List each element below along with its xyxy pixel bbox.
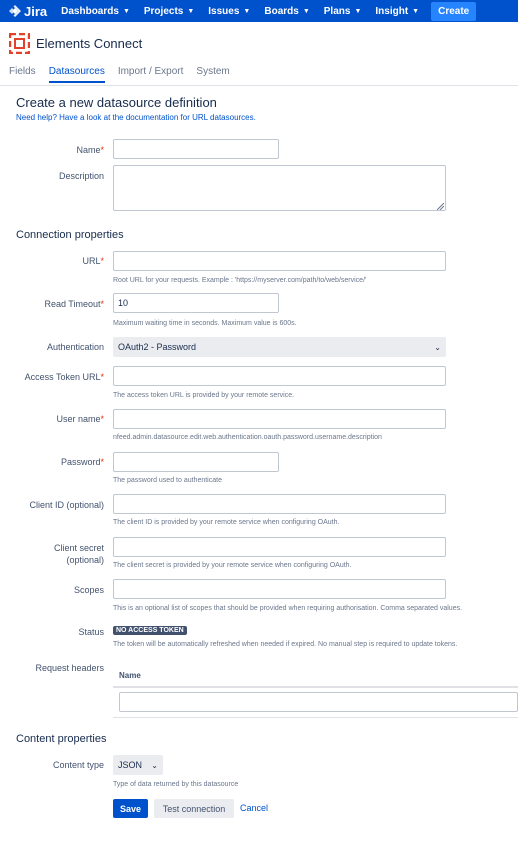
password-hint: The password used to authenticate [113,477,222,484]
url-input[interactable] [113,251,446,271]
chevron-down-icon: ▼ [302,7,310,15]
client-secret-label [54,542,104,566]
password-label: Password* [60,457,104,467]
chevron-down-icon: ▼ [122,7,130,15]
request-headers-table [113,664,518,718]
content-type-hint: Type of data returned by this datasource [113,781,239,788]
cancel-link[interactable]: Cancel [240,803,269,813]
required-marker: * [100,414,104,424]
app-header [9,33,142,54]
jira-logo-text: Jira [24,3,48,19]
client-id-input[interactable] [113,494,446,514]
description-textarea[interactable] [113,165,446,211]
tab-import-export[interactable]: Import / Export [117,66,184,77]
create-button[interactable]: Create [431,2,476,21]
nav-insight[interactable]: Insight ▼ [375,5,420,17]
tab-datasources[interactable]: Datasources [49,66,105,83]
top-navigation [0,0,518,22]
client-secret-label-line1: Client secret [53,543,104,553]
resize-handle-icon[interactable] [437,203,444,210]
request-header-name-input[interactable] [119,692,518,712]
chevron-down-icon: ▼ [243,7,251,15]
content-type-label: Content type [52,760,104,770]
app-title: Elements Connect [36,36,143,51]
nav-boards[interactable]: Boards ▼ [264,5,310,17]
nav-projects[interactable]: Projects ▼ [143,5,195,17]
required-marker: * [100,299,104,309]
user-name-input[interactable] [113,409,446,429]
table-header-divider [113,686,518,688]
content-type-select-value: JSON [118,760,143,770]
client-secret-label-line2: (optional) [66,555,104,565]
elements-connect-logo-icon [9,33,30,54]
jira-icon [9,5,21,17]
chevron-down-icon: ▼ [187,7,195,15]
required-marker: * [100,256,104,266]
jira-logo[interactable] [9,4,47,19]
tab-system[interactable]: System [196,66,230,77]
authentication-select[interactable] [113,337,446,357]
access-token-url-input[interactable] [113,366,446,386]
authentication-label: Authentication [46,342,104,352]
client-id-hint: The client ID is provided by your remote service when configuring OAuth. [113,519,340,526]
authentication-select-value: OAuth2 - Password [118,342,197,352]
url-hint: Root URL for your requests. Example : 'https://myserver.com/path/to/web/service/' [113,277,367,284]
documentation-link[interactable]: Need help? Have a look at the documentation for URL datasources. [16,113,256,122]
chevron-down-icon: ▼ [354,7,362,15]
password-input[interactable] [113,452,279,472]
name-input[interactable] [113,139,279,159]
url-label: URL* [82,256,104,266]
read-timeout-hint: Maximum waiting time in seconds. Maximum value is 600s. [113,320,297,327]
read-timeout-label: Read Timeout* [44,299,104,309]
content-type-select[interactable] [113,755,163,775]
request-headers-label: Request headers [35,663,104,673]
required-marker: * [100,145,104,155]
user-name-label: User name* [56,414,104,424]
content-properties-heading: Content properties [16,733,107,745]
access-token-url-label: Access Token URL* [24,372,104,382]
read-timeout-input[interactable]: 10 [113,293,279,313]
required-marker: * [100,372,104,382]
connection-properties-heading: Connection properties [16,229,124,241]
nav-plans[interactable]: Plans ▼ [323,5,362,17]
scopes-input[interactable] [113,579,446,599]
page-title: Create a new datasource definition [16,95,217,110]
required-marker: * [100,457,104,467]
request-headers-column-name: Name [119,671,141,680]
status-label: Status [78,627,104,637]
test-connection-button[interactable]: Test connection [154,799,234,818]
client-secret-hint: The client secret is provided by your remote service when configuring OAuth. [113,562,352,569]
client-id-label: Client ID (optional) [29,500,104,510]
access-token-url-hint: The access token URL is provided by your remote service. [113,392,295,399]
description-label: Description [58,171,104,181]
save-button[interactable]: Save [113,799,148,818]
chevron-down-icon: ⌄ [434,342,441,352]
app-tabs [9,66,243,83]
status-hint: The token will be automatically refreshed when needed if expired. No manual step is required to update tokens. [113,641,458,648]
scopes-hint: This is an optional list of scopes that should be provided when requiring authorisation. Comma separated values. [113,605,463,612]
nav-issues[interactable]: Issues ▼ [208,5,251,17]
client-secret-input[interactable] [113,537,446,557]
name-label: Name* [76,145,104,155]
user-name-hint: nfeed.admin.datasource.edit.web.authentication.oauth.password.username.description [113,434,382,441]
tab-fields[interactable]: Fields [9,66,36,77]
tabs-divider [0,85,518,86]
chevron-down-icon: ▼ [412,7,420,15]
status-badge: NO ACCESS TOKEN [113,626,187,635]
nav-dashboards[interactable]: Dashboards ▼ [61,5,130,17]
chevron-down-icon: ⌄ [151,760,158,770]
scopes-label: Scopes [73,585,104,595]
